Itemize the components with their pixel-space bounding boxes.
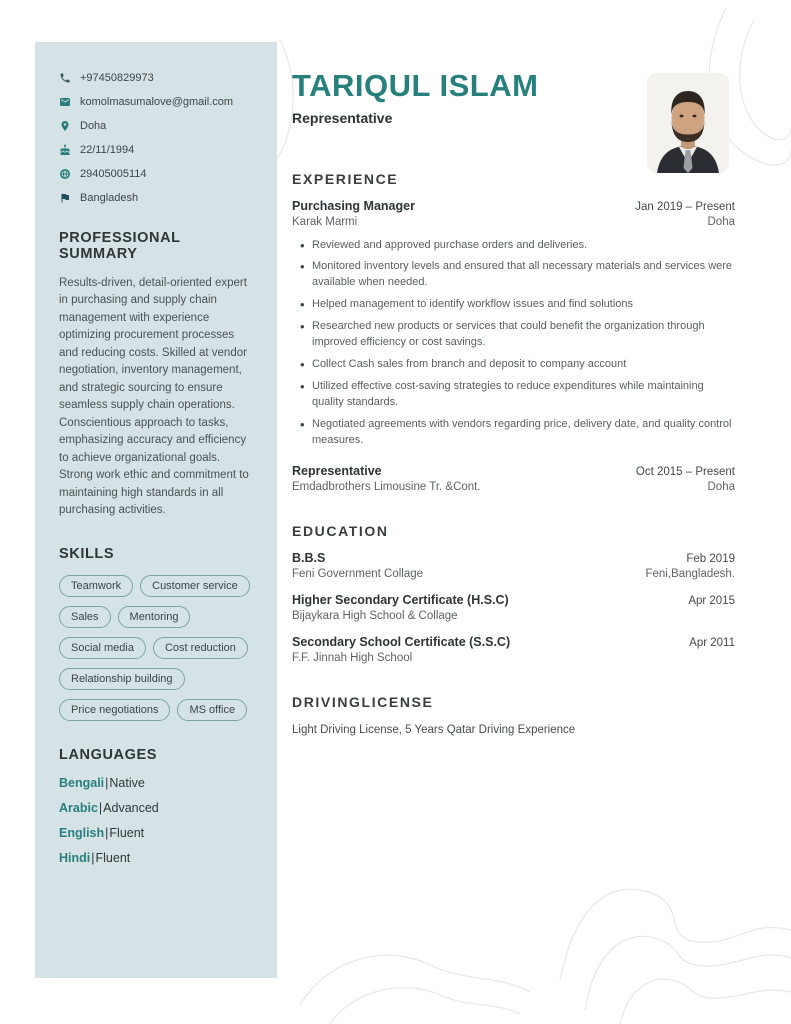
profile-photo-illustration: [647, 73, 729, 173]
driving-license-heading: DRIVINGLICENSE: [292, 693, 434, 710]
job-role: Representative: [292, 463, 382, 478]
main-column: [292, 70, 735, 736]
school-name: Bijaykara High School & Collage: [292, 609, 458, 622]
birthday-icon: [59, 144, 71, 156]
degree-name: B.B.S: [292, 550, 326, 565]
contact-phone-text: +97450829973: [80, 72, 154, 84]
job-dates: Jan 2019 – Present: [635, 200, 735, 213]
contact-id-text: 29405005114: [80, 168, 147, 180]
skills-chip-list: [59, 575, 253, 721]
skill-chip: Sales: [59, 606, 111, 628]
skill-chip: Social media: [59, 637, 146, 659]
language-name: Hindi: [59, 850, 91, 865]
language-separator: |: [98, 800, 103, 815]
skills-heading: SKILLS: [59, 545, 115, 562]
contact-item-birthday: [59, 144, 253, 156]
summary-heading: PROFESSIONAL SUMMARY: [59, 230, 181, 262]
job-location: Doha: [707, 480, 735, 493]
language-row: [59, 776, 253, 790]
language-separator: |: [105, 775, 109, 790]
school-name: Feni Government Collage: [292, 567, 424, 580]
language-name: English: [59, 825, 105, 840]
language-separator: |: [91, 850, 95, 865]
job-location: Doha: [707, 215, 735, 228]
degree-name: Secondary School Certificate (S.S.C): [292, 634, 511, 649]
job-bullet: • Utilized effective cost-saving strategies to reduce expenditures while maintaining quality standards.: [312, 379, 735, 411]
email-icon: [59, 96, 71, 108]
contact-item-phone: [59, 72, 253, 84]
driving-license-text: Light Driving License, 5 Years Qatar Driving Experience: [292, 723, 576, 736]
profile-photo: [647, 73, 729, 173]
summary-text: Results-driven, detail-oriented expert in purchasing and supply chain management with experience optimizing procurement processes and reducing costs. Skilled at vendor negotiation, inventory management, and strategic sourcing to ensure seamless supply chain operations. Conscientious approach to tasks, emphasizing accuracy and efficiency to achieve organizational goals. Strong work ethic and commitment to maintaining high standards in all purchasing activities.: [59, 277, 249, 517]
flag-icon: [59, 192, 71, 204]
job-company: Karak Marmi: [292, 215, 358, 228]
id-icon: [59, 168, 71, 180]
contact-item-location: [59, 120, 253, 132]
job-bullet: • Researched new products or services that could benefit the organization through improved efficiency or cost savings.: [312, 319, 735, 351]
skill-chip: Customer service: [140, 575, 250, 597]
job-role: Purchasing Manager: [292, 198, 415, 213]
education-entry: [292, 551, 735, 580]
language-name: Bengali: [59, 775, 105, 790]
job-dates: Oct 2015 – Present: [635, 465, 735, 478]
language-level: Native: [109, 775, 145, 790]
language-level: Fluent: [109, 825, 145, 840]
education-heading: EDUCATION: [292, 522, 389, 539]
languages-heading: LANGUAGES: [59, 746, 158, 763]
skill-chip: Cost reduction: [153, 637, 248, 659]
phone-icon: [59, 72, 71, 84]
skill-chip: MS office: [177, 699, 247, 721]
contact-nationality-text: Bangladesh: [80, 192, 139, 204]
contact-birthday-text: 22/11/1994: [80, 144, 135, 156]
contact-item-email: [59, 96, 253, 108]
language-row: [59, 826, 253, 840]
degree-date: Apr 2011: [689, 636, 735, 649]
skill-chip: Relationship building: [59, 668, 185, 690]
job-bullet: • Helped management to identify workflow issues and find solutions: [312, 297, 735, 313]
degree-date: Apr 2015: [688, 594, 735, 607]
language-level: Fluent: [95, 850, 131, 865]
experience-entry: [292, 199, 735, 449]
education-entry: [292, 593, 735, 622]
education-entry: [292, 635, 735, 664]
degree-name: Higher Secondary Certificate (H.S.C): [292, 592, 509, 607]
candidate-job-title: Representative: [292, 109, 393, 126]
location-icon: [59, 120, 71, 132]
school-location: Feni,Bangladesh.: [645, 567, 735, 580]
language-name: Arabic: [59, 800, 98, 815]
skill-chip: Mentoring: [118, 606, 191, 628]
skill-chip: Teamwork: [59, 575, 133, 597]
contact-list: [59, 72, 253, 204]
degree-date: Feb 2019: [686, 552, 735, 565]
job-company: Emdadbrothers Limousine Tr. &Cont.: [292, 480, 481, 493]
experience-heading: EXPERIENCE: [292, 170, 399, 187]
school-name: F.F. Jinnah High School: [292, 651, 413, 664]
language-separator: |: [105, 825, 109, 840]
job-bullet: • Collect Cash sales from branch and deposit to company account: [312, 357, 735, 373]
contact-email-text: komolmasumalove@gmail.com: [80, 96, 233, 108]
job-bullet: • Reviewed and approved purchase orders and deliveries.: [312, 238, 735, 254]
sidebar: [35, 42, 277, 978]
language-level: Advanced: [103, 800, 159, 815]
candidate-name: TARIQUL ISLAM: [292, 68, 539, 103]
job-bullet: • Negotiated agreements with vendors regarding price, delivery date, and quality control measures.: [312, 417, 735, 449]
contact-item-id: [59, 168, 253, 180]
skill-chip: Price negotiations: [59, 699, 170, 721]
language-row: [59, 801, 253, 815]
contact-item-nationality: [59, 192, 253, 204]
job-bullet-list: [292, 238, 735, 449]
language-row: [59, 851, 253, 865]
contact-location-text: Doha: [80, 120, 107, 132]
experience-entry: [292, 464, 735, 493]
job-bullet: • Monitored inventory levels and ensured that all necessary materials and services were available when needed.: [312, 259, 735, 291]
